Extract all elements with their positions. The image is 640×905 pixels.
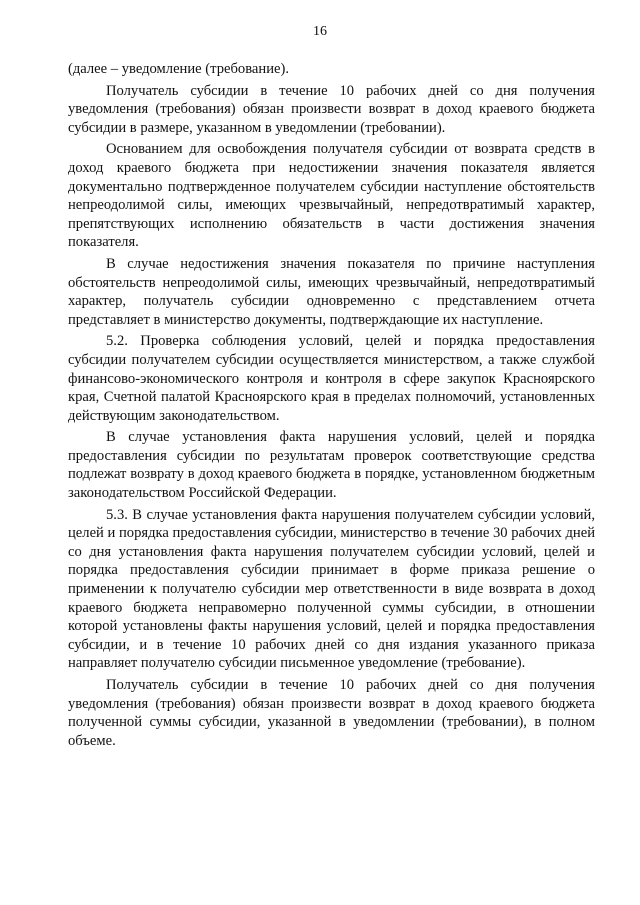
- paragraph-5-3-ministry-order: 5.3. В случае установления факта нарушения получателем субсидии условий, целей и порядка предоставления субсидии, министерство в течение 30 рабочих дней со дня установления факта нарушения получателем субсидии условий, целей и порядка предоставления субсидии принимает в форме приказа решение о применении к получателю субсидии мер ответственности в виде возврата в доход краевого бюджета неправомерно полученной суммы субсидии, в отношении которой установлены факты нарушения условий, целей и порядка предоставления субсидии, и в течение 10 рабочих дней со дня издания указанного приказа направляет получателю субсидии письменное уведомление (требование).: [68, 506, 595, 672]
- paragraph-refund-deadline: Получатель субсидии в течение 10 рабочих дней со дня получения уведомления (требования) обязан произвести возврат в доход краевого бюджета субсидии в размере, указанном в уведомлении (требовании).: [68, 82, 595, 136]
- paragraph-continuation: (далее – уведомление (требование).: [68, 61, 289, 77]
- document-body: [68, 60, 595, 753]
- paragraph-5-2-compliance-check: 5.2. Проверка соблюдения условий, целей и порядка предоставления субсидии получателем субсидии осуществляется министерством, а также службой финансово-экономического контроля и контроля в сфере закупок Красноярского края, Счетной палатой Красноярского края в пределах полномочий, установленных действующим законодательством.: [68, 333, 595, 424]
- paragraph-full-refund: Получатель субсидии в течение 10 рабочих дней со дня получения уведомления (требования) обязан произвести возврат в доход краевого бюджета полученной суммы субсидии, указанной в уведомлении (требовании), в полном объеме.: [68, 677, 595, 749]
- paragraph-force-majeure-documents: В случае недостижения значения показателя по причине наступления обстоятельств непреодолимой силы, имеющих чрезвычайный, непредотвратимый характер, получатель субсидии одновременно с представлением отчета представляет в министерство документы, подтверждающие их наступление.: [68, 255, 595, 328]
- paragraph-violation-refund: В случае установления факта нарушения условий, целей и порядка предоставления субсидии по результатам проверок соответствующие средства подлежат возврату в доход краевого бюджета в порядке, установленном бюджетным законодательством Российской Федерации.: [68, 429, 595, 502]
- page-number: 16: [313, 24, 327, 39]
- paragraph-exemption-basis: Основанием для освобождения получателя субсидии от возврата средств в доход краевого бюджета при недостижении значения показателя является документально подтвержденное получателем субсидии наступление обстоятельств непреодолимой силы, имеющих чрезвычайный, непредотвратимый характер, препятствующих исполнению обязательств в части достижения значения показателя.: [68, 141, 595, 251]
